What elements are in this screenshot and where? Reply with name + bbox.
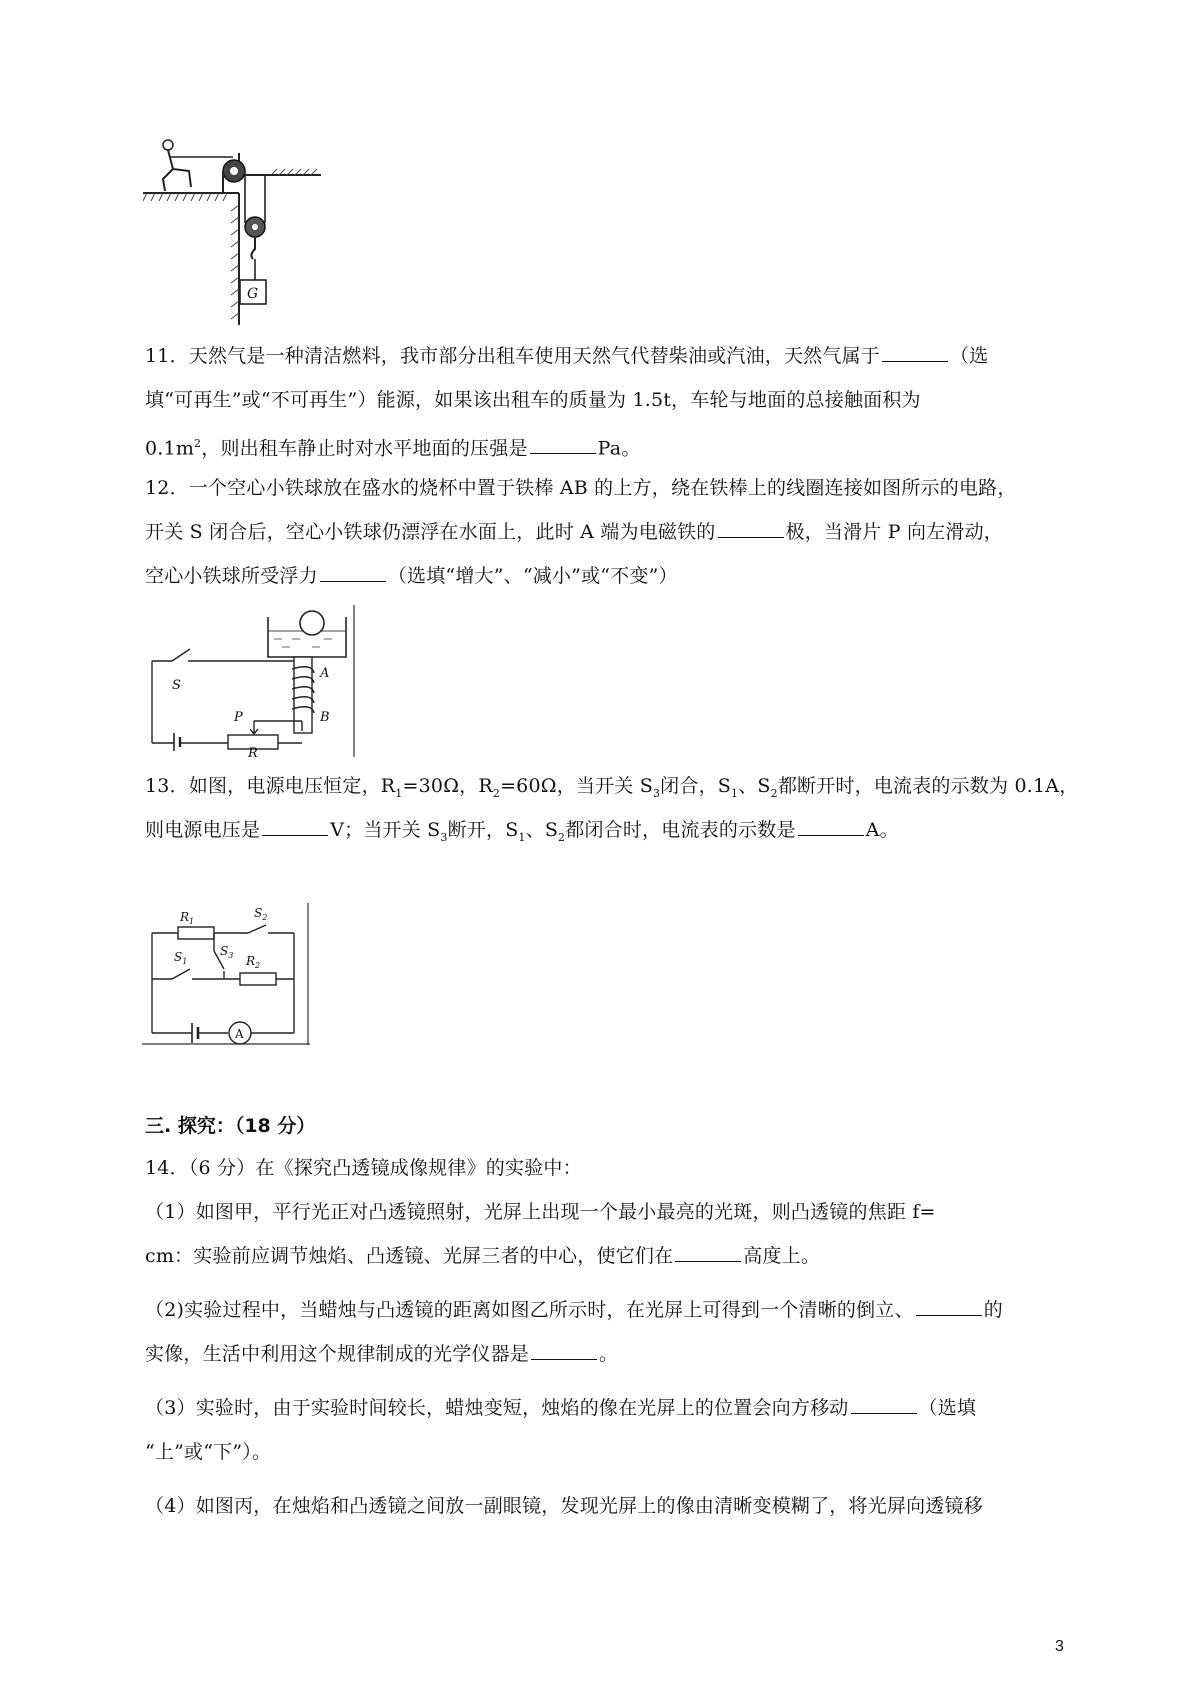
pulley-figure [143, 135, 321, 327]
q11-line-1: 11．天然气是一种清洁燃料，我市部分出租车使用天然气代替柴油或汽油，天然气属于 （选 [145, 345, 989, 367]
resistor-circuit-figure [142, 903, 310, 1045]
electromagnet-circuit-figure [142, 605, 356, 757]
q14-part3-line-1: （3）实验时，由于实验时间较长，蜡烛变短，烛焰的像在光屏上的位置会向方移动 （选填 [145, 1397, 977, 1419]
section-3-title: 三. 探究：（18 分） [145, 1115, 316, 1137]
q11-line-2: 填“可再生”或“不可再生”）能源，如果该出租车的质量为 1.5t，车轮与地面的总接触面积为 [145, 389, 921, 411]
label-R1: $R_1$ [180, 910, 195, 926]
label-S3: $S_3$ [220, 944, 234, 960]
q14-blank-1[interactable] [675, 1243, 741, 1262]
label-A: A [320, 666, 330, 681]
label-R2: $R_2$ [246, 954, 261, 970]
q14-part1-line-1: （1）如图甲，平行光正对凸透镜照射，光屏上出现一个最小最亮的光斑，则凸透镜的焦距 f= [145, 1201, 936, 1223]
label-S2: $S_2$ [254, 906, 268, 922]
q14-part2-line-2: 实像，生活中利用这个规律制成的光学仪器是 。 [145, 1343, 619, 1365]
page-number: 3 [1055, 1638, 1064, 1655]
q14-part1-line-2: cm：实验前应调节烛焰、凸透镜、光屏三者的中心，使它们在 高度上。 [145, 1245, 821, 1267]
q11-blank-2[interactable] [530, 435, 596, 454]
label-S: S [172, 678, 181, 693]
q13-line-2: 则电源电压是 V；当开关 $S_3$断开，$S_1$、$S_2$都闭合时，电流表的示数是 A。 [145, 819, 899, 844]
label-R: R [248, 746, 258, 757]
q14-blank-3[interactable] [531, 1341, 597, 1360]
q14-part4-line-1: （4）如图丙，在烛焰和凸透镜之间放一副眼镜，发现光屏上的像由清晰变模糊了，将光屏向透镜移 [145, 1495, 983, 1517]
label-S1: $S_1$ [174, 950, 188, 966]
q12-line-1: 12．一个空心小铁球放在盛水的烧杯中置于铁棒 AB 的上方，绕在铁棒上的线圈连接如图所示的电路， [145, 477, 1017, 499]
q12-line-2: 开关 S 闭合后，空心小铁球仍漂浮在水面上，此时 A 端为电磁铁的 极，当滑片 P 向左滑动， [145, 521, 1003, 543]
q14-part3-line-2: “上”或“下”）。 [145, 1441, 272, 1463]
label-P: P [234, 710, 243, 725]
q14-intro: 14．（6 分）在《探究凸透镜成像规律》的实验中： [145, 1157, 582, 1179]
q13-blank-1[interactable] [262, 817, 328, 836]
q12-line-3: 空心小铁球所受浮力 （选填“增大”、“减小”或“不变”） [145, 565, 678, 587]
q12-blank-2[interactable] [320, 563, 386, 582]
q14-blank-4[interactable] [851, 1395, 917, 1414]
q14-part2-line-1: （2)实验过程中，当蜡烛与凸透镜的距离如图乙所示时，在光屏上可得到一个清晰的倒立、 的 [145, 1299, 1003, 1321]
q13-blank-2[interactable] [798, 817, 864, 836]
q13-line-1: 13．如图，电源电压恒定，$R_1=30\Omega$，$R_2=60\Omega$，当开关 $S_3$闭合，$S_1$、$S_2$都断开时，电流表的示数为 0.1A， [145, 775, 1079, 800]
label-B: B [320, 710, 330, 725]
q11-line-3: $0.1m^2$，则出租车静止时对水平地面的压强是 Pa。 [145, 437, 641, 460]
q11-blank-1[interactable] [882, 343, 948, 362]
ammeter-label: A [235, 1027, 244, 1041]
q12-blank-1[interactable] [718, 519, 784, 538]
weight-label: G [247, 286, 259, 302]
q14-blank-2[interactable] [916, 1297, 982, 1316]
